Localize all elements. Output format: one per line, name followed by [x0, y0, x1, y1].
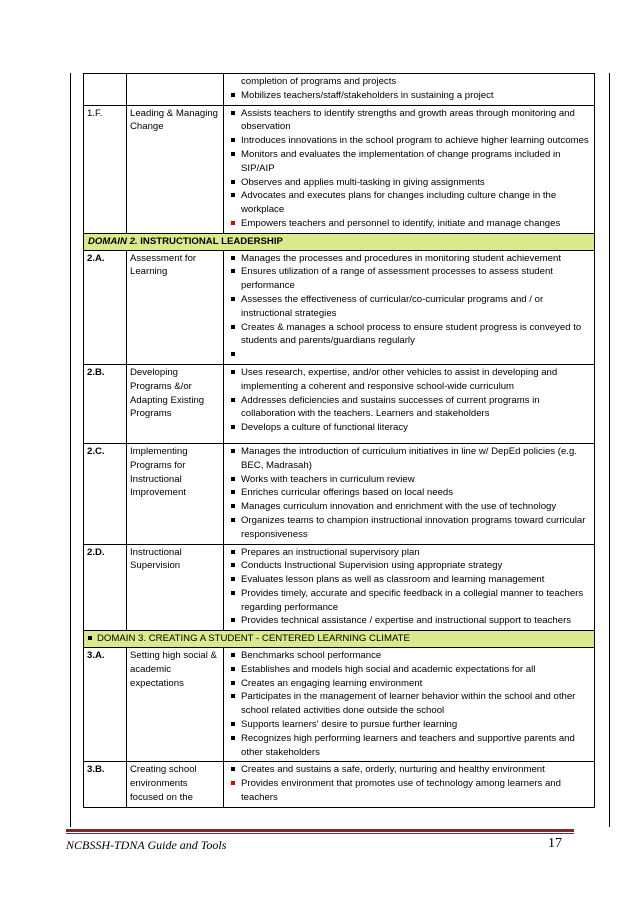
row-code: 1.F. [84, 105, 127, 233]
list-item [227, 348, 591, 362]
list-item: Creates an engaging learning environment [227, 677, 591, 691]
list-item: Prepares an instructional supervisory plan [227, 546, 591, 560]
row-label: Setting high social & academic expectations [127, 648, 224, 762]
table-row [84, 443, 595, 544]
domain-header-row [84, 631, 595, 648]
footer-title: NCBSSH-TDNA Guide and Tools [66, 838, 227, 852]
list-item: Assesses the effectiveness of curricular/co-curricular programs and / or instructional strategies [227, 293, 591, 321]
row-label: Implementing Programs for Instructional Improvement [127, 443, 224, 544]
list-item: Manages the introduction of curriculum initiatives in line w/ DepEd policies (e.g. BEC, Madrasah) [227, 445, 591, 473]
list-item: Develops a culture of functional literacy [227, 421, 591, 435]
row-label: Assessment for Learning [127, 250, 224, 364]
table-row [84, 648, 595, 762]
row-label: Creating school environments focused on the [127, 762, 224, 807]
list-item: Recognizes high performing learners and teachers and supportive parents and other stakeholders [227, 732, 591, 760]
list-item: Benchmarks school performance [227, 649, 591, 663]
list-item: Empowers teachers and personnel to identify, initiate and manage changes [227, 217, 591, 231]
domain-title: DOMAIN 3. CREATING A STUDENT - CENTERED LEARNING CLIMATE [97, 633, 410, 645]
list-item: Creates & manages a school process to ensure student progress is conveyed to students and parents/guardians regularly [227, 321, 591, 349]
list-item: Creates and sustains a safe, orderly, nurturing and healthy environment [227, 763, 591, 777]
list-item: Establishes and models high social and academic expectations for all [227, 663, 591, 677]
list-item: completion of programs and projects [241, 76, 397, 87]
list-item: Uses research, expertise, and/or other vehicles to assist in developing and implementing a coherent and responsive school-wide curriculum [227, 366, 591, 394]
table-row [84, 762, 595, 807]
left-margin-rule [70, 73, 71, 827]
row-label: Leading & Managing Change [127, 105, 224, 233]
table-row [84, 544, 595, 631]
row-code: 2.C. [84, 443, 127, 544]
footer-rule [66, 829, 574, 832]
row-label: Instructional Supervision [127, 544, 224, 631]
list-item: Provides timely, accurate and specific feedback in a collegial manner to teachers regarding performance [227, 587, 591, 615]
list-item: Observes and applies multi-tasking in giving assignments [227, 176, 591, 190]
table-row [84, 74, 595, 106]
list-item: Introduces innovations in the school program to achieve higher learning outcomes [227, 134, 591, 148]
list-item: Provides environment that promotes use of technology among learners and teachers [227, 777, 591, 805]
table-row [84, 364, 595, 443]
right-margin-rule [609, 73, 610, 827]
list-item: Monitors and evaluates the implementation of change programs included in SIP/AIP [227, 148, 591, 176]
domain-prefix: DOMAIN 2. [88, 235, 138, 247]
list-item: Organizes teams to champion instructional innovation programs toward curricular responsiveness [227, 514, 591, 542]
row-label: Developing Programs &/or Adapting Existing Programs [127, 364, 224, 443]
row-code: 2.A. [84, 250, 127, 364]
table-row [84, 105, 595, 233]
row-code: 3.A. [84, 648, 127, 762]
list-item: Works with teachers in curriculum review [227, 473, 591, 487]
row-code: 3.B. [84, 762, 127, 807]
list-item: Participates in the management of learner behavior within the school and other school related activities done outside the school [227, 690, 591, 718]
list-item: Assists teachers to identify strengths and growth areas through monitoring and observation [227, 107, 591, 135]
table-row [84, 250, 595, 364]
list-item: Evaluates lesson plans as well as classroom and learning management [227, 573, 591, 587]
list-item: Provides technical assistance / expertise and instructional support to teachers [227, 614, 591, 628]
competency-table [83, 73, 595, 808]
list-item: Manages curriculum innovation and enrichment with the use of technology [227, 500, 591, 514]
domain-header-row [84, 233, 595, 250]
list-item: Enriches curricular offerings based on local needs [227, 486, 591, 500]
list-item: Supports learners' desire to pursue further learning [227, 718, 591, 732]
footer-rule-thin [66, 833, 574, 834]
row-code: 2.B. [84, 364, 127, 443]
list-item: Addresses deficiencies and sustains successes of current programs in collaboration with the teachers. Learners and stakeholders [227, 394, 591, 422]
list-item: Conducts Instructional Supervision using appropriate strategy [227, 559, 591, 573]
bullet-icon [88, 636, 92, 640]
page-number: 17 [548, 836, 562, 851]
row-code: 2.D. [84, 544, 127, 631]
list-item: Advocates and executes plans for changes including culture change in the workplace [227, 189, 591, 217]
list-item: Manages the processes and procedures in monitoring student achievement [227, 252, 591, 266]
domain-title: INSTRUCTIONAL LEADERSHIP [140, 235, 283, 247]
list-item: Mobilizes teachers/staff/stakeholders in sustaining a project [227, 89, 591, 103]
list-item: Ensures utilization of a range of assessment processes to assess student performance [227, 265, 591, 293]
